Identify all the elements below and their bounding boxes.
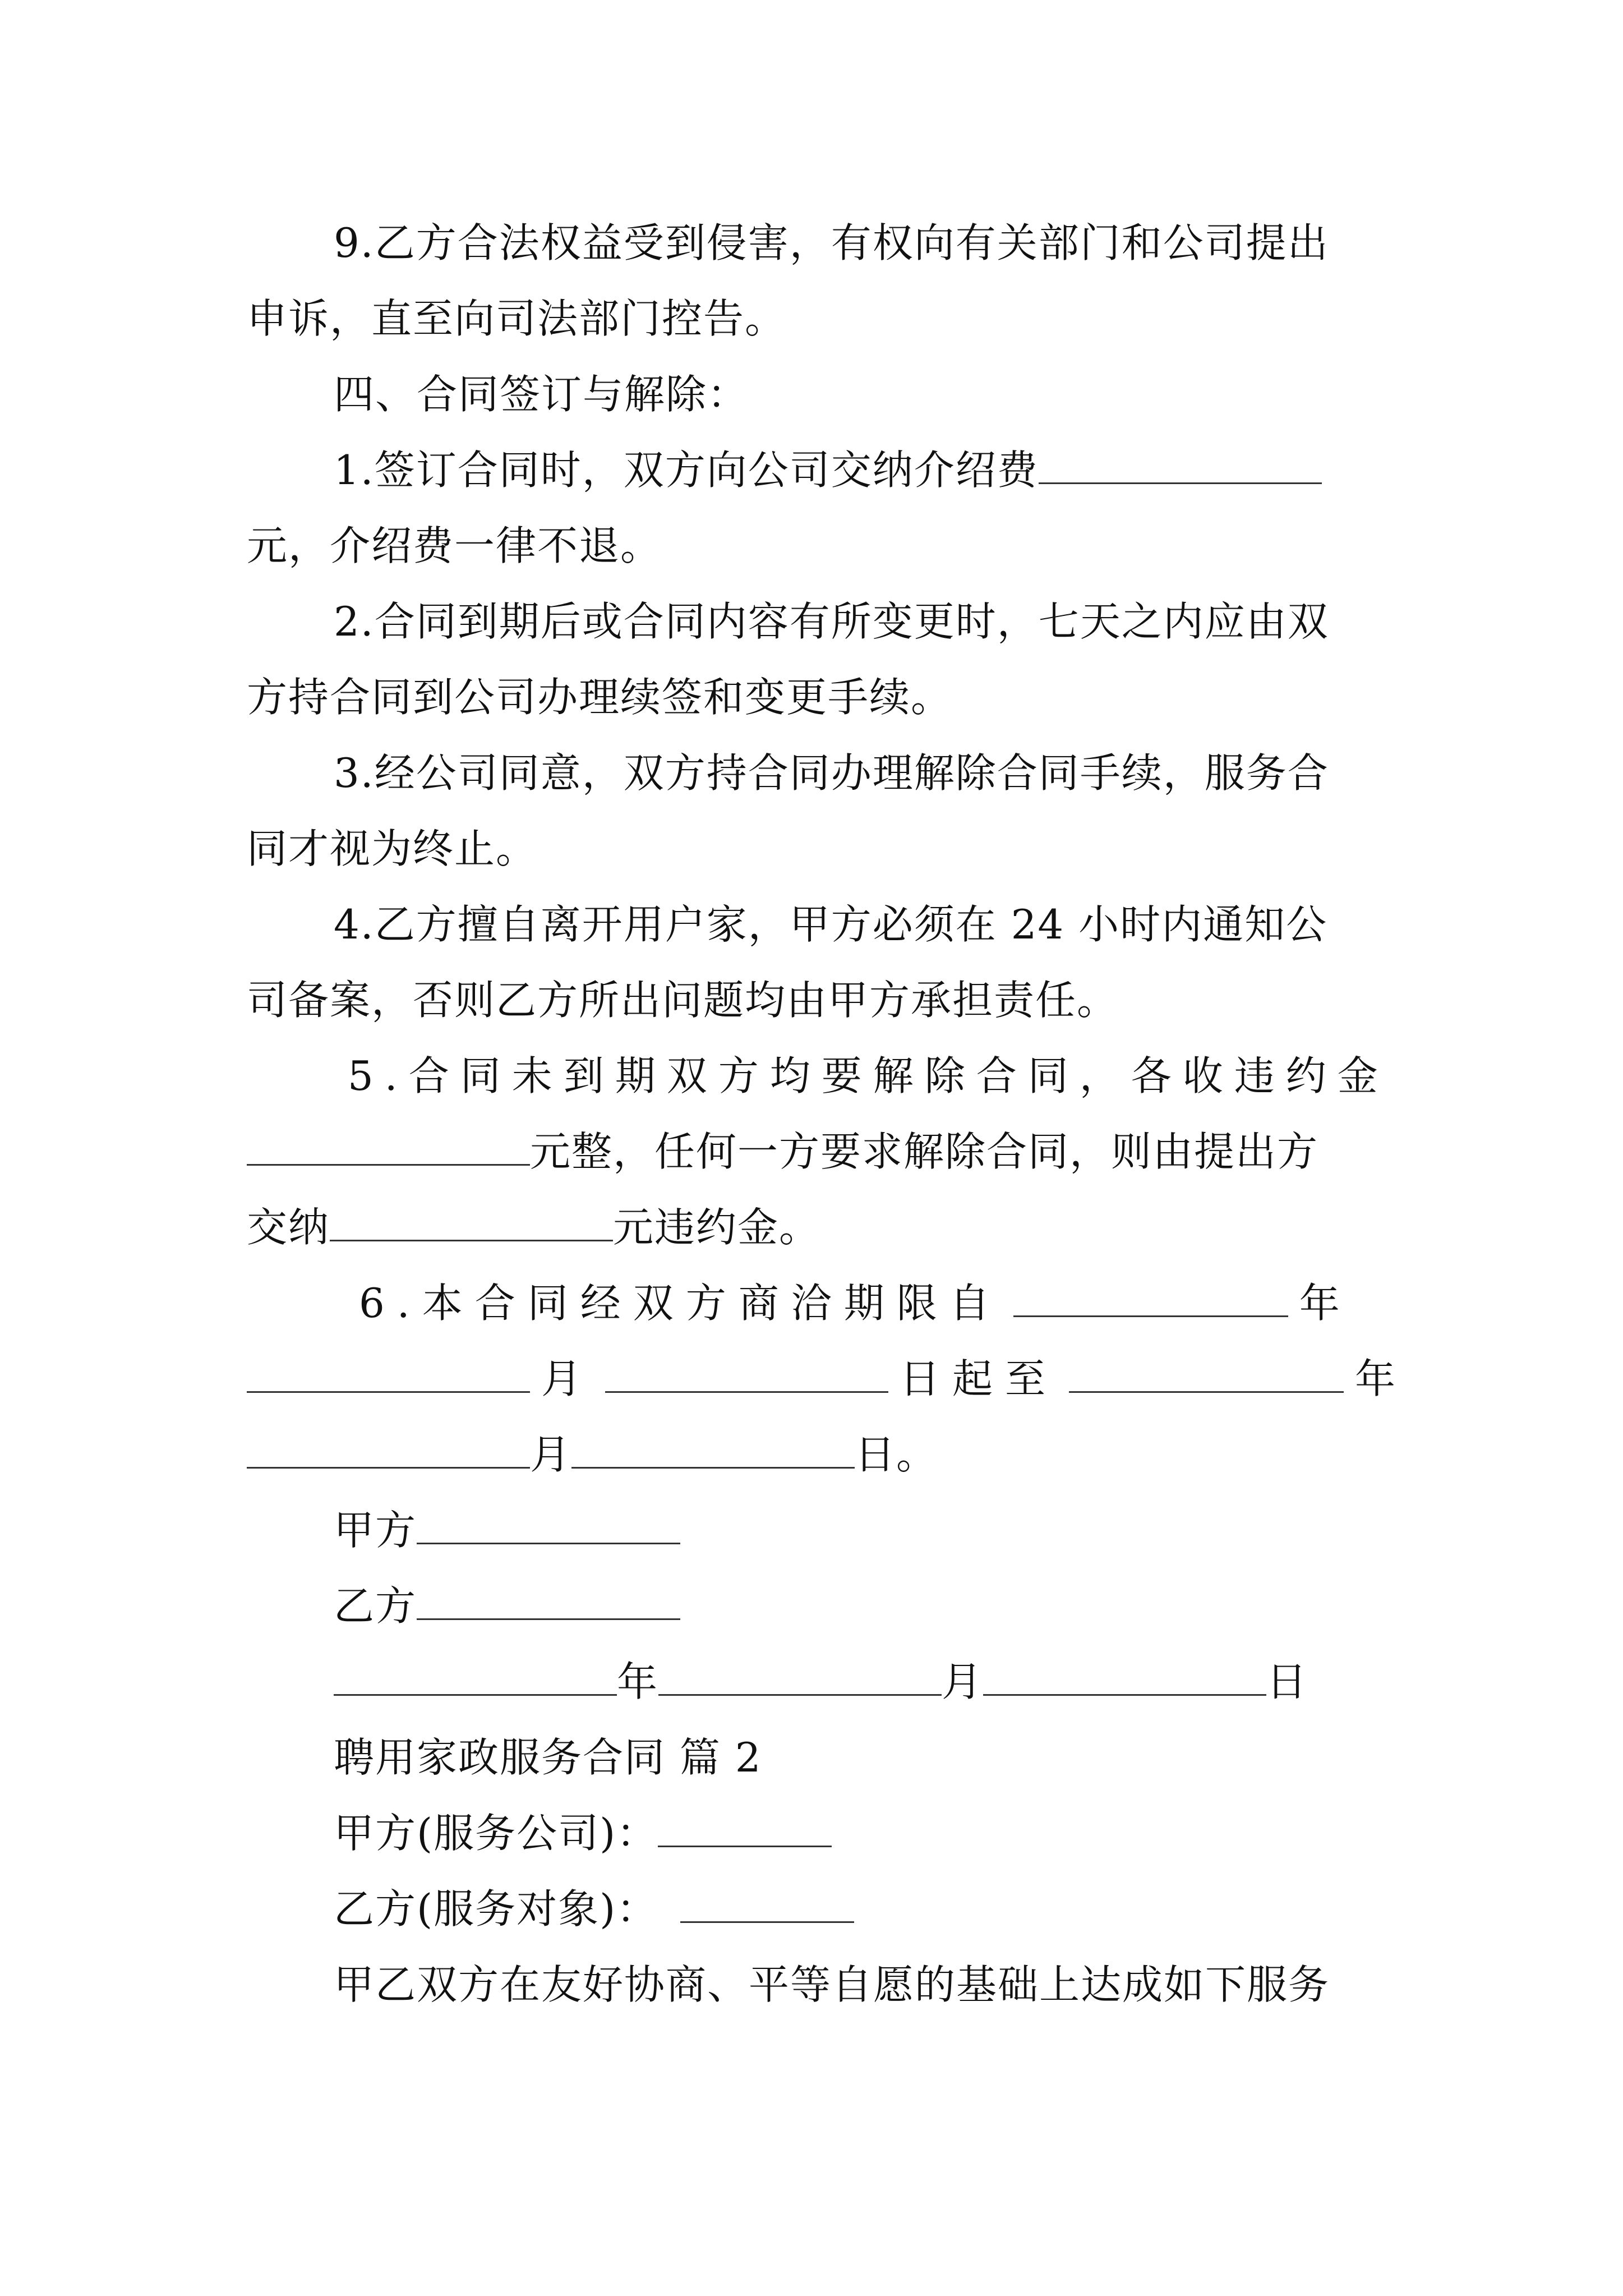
clause-3-line-1: 3.经公司同意，双方持合同办理解除合同手续，服务合: [334, 749, 1329, 797]
clause-5-line-1: 5.合同未到期双方均要解除合同，各收违约金: [348, 1052, 1389, 1099]
clause-6-line-2: [247, 1351, 1408, 1407]
end-day-blank: [571, 1432, 855, 1469]
sign-day-blank: [983, 1659, 1266, 1696]
sign-day-label: 日: [1266, 1658, 1308, 1705]
end-year-blank: [1069, 1356, 1344, 1393]
contract-2-party-a-label: 甲方(服务公司)：: [334, 1810, 658, 1857]
start-month-blank: [247, 1356, 530, 1393]
clause-1-text: 1.签订合同时，双方向公司交纳介绍费: [334, 447, 1039, 494]
contract-2-title: 聘用家政服务合同 篇 2: [334, 1734, 762, 1781]
contract-2-intro: 甲乙双方在友好协商、平等自愿的基础上达成如下服务: [334, 1961, 1330, 2008]
contract-2-party-b-label: 乙方(服务对象)：: [334, 1885, 658, 1932]
clause-5-prefix: 交纳: [247, 1204, 330, 1251]
month-label-2: 月: [530, 1431, 572, 1478]
clause-5-line-3: [247, 1199, 820, 1255]
clause-1-line-1: [334, 442, 1322, 498]
clause-6-line-1: [359, 1275, 1352, 1331]
clause-4-line-1: 4.乙方擅自离开用户家，甲方必须在 24 小时内通知公: [334, 901, 1328, 948]
month-label: 月: [541, 1355, 594, 1402]
clause-1-line-2: 元，介绍费一律不退。: [247, 522, 662, 569]
party-b-line: [334, 1578, 680, 1634]
penalty-blank-1: [247, 1129, 530, 1166]
start-day-blank: [605, 1356, 888, 1393]
sign-month-blank: [658, 1659, 942, 1696]
section-4-heading: 四、合同签订与解除：: [334, 371, 749, 418]
clause-9-line-2: 申诉，直至向司法部门控告。: [247, 295, 787, 342]
clause-5-line-2: [247, 1124, 1318, 1180]
clause-9-line-1: 9.乙方合法权益受到侵害，有权向有关部门和公司提出: [334, 219, 1329, 266]
penalty-blank-2: [330, 1205, 613, 1241]
party-a-label: 甲方: [334, 1507, 417, 1554]
clause-6-text: 6.本合同经双方商洽期限自: [359, 1280, 1002, 1327]
sign-year-label: 年: [617, 1658, 659, 1705]
party-b-label: 乙方: [334, 1582, 417, 1630]
contract-2-party-b-blank: [680, 1887, 854, 1923]
clause-4-line-2: 司备案，否则乙方所出问题均由甲方承担责任。: [247, 977, 1119, 1024]
clause-5-suffix: 元违约金。: [613, 1204, 821, 1251]
fee-blank: [1039, 448, 1322, 484]
party-a-line: [334, 1502, 680, 1558]
clause-5-line-2-text: 元整，任何一方要求解除合同，则由提出方: [530, 1128, 1319, 1175]
contract-2-party-a-blank: [658, 1811, 832, 1847]
signing-date-line: [334, 1654, 1308, 1710]
contract-2-party-b-line: [334, 1881, 854, 1937]
clause-3-line-2: 同才视为终止。: [247, 825, 538, 872]
sign-year-blank: [334, 1659, 617, 1696]
end-month-blank: [247, 1432, 530, 1469]
day-from-label: 日起至: [900, 1355, 1058, 1402]
year-label: 年: [1299, 1280, 1352, 1327]
clause-2-line-2: 方持合同到公司办理续签和变更手续。: [247, 674, 953, 721]
day-end-label: 日。: [855, 1431, 938, 1478]
clause-2-line-1: 2.合同到期后或合同内容有所变更时，七天之内应由双: [334, 598, 1329, 645]
clause-6-line-3: [247, 1427, 938, 1483]
party-a-blank: [417, 1508, 680, 1544]
party-b-blank: [417, 1584, 680, 1620]
year-label-2: 年: [1355, 1355, 1408, 1402]
contract-2-party-a-line: [334, 1805, 832, 1861]
start-year-blank: [1013, 1281, 1288, 1317]
sign-month-label: 月: [942, 1658, 984, 1705]
